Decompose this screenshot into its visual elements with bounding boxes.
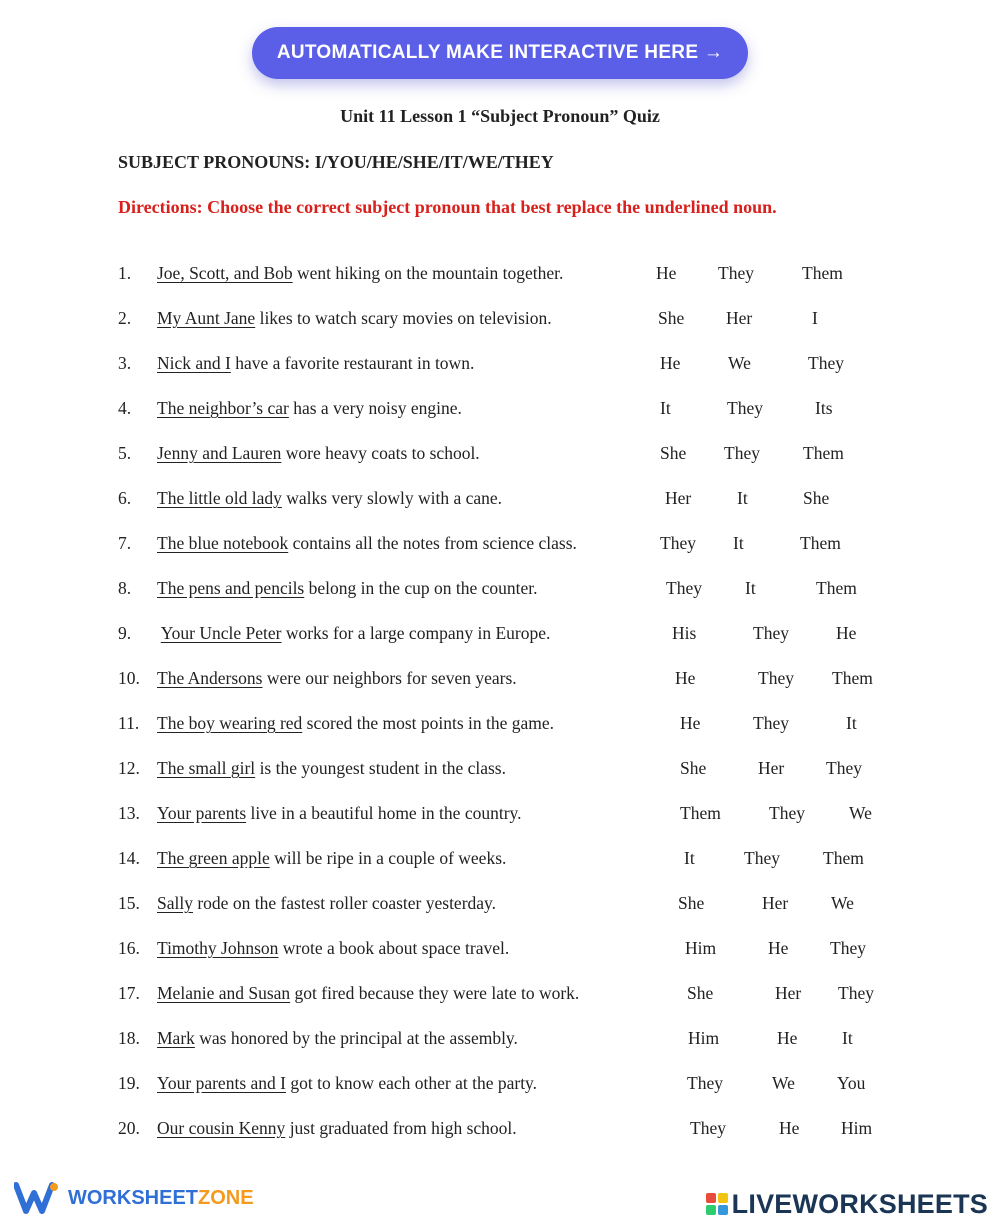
- answer-option[interactable]: He: [656, 263, 677, 283]
- answer-option[interactable]: They: [826, 758, 862, 778]
- question-number: 8.: [118, 578, 132, 598]
- answer-option[interactable]: He: [660, 353, 681, 373]
- worksheetzone-w-icon: [14, 1181, 60, 1215]
- question-number: 15.: [118, 893, 140, 913]
- answer-option[interactable]: She: [680, 758, 707, 778]
- question-rest: wrote a book about space travel.: [278, 938, 510, 958]
- answer-option[interactable]: Them: [802, 263, 843, 283]
- question-rest: belong in the cup on the counter.: [304, 578, 538, 598]
- question-row: [0, 443, 1000, 473]
- question-row: [0, 1073, 1000, 1103]
- answer-option[interactable]: It: [842, 1028, 853, 1048]
- answer-option[interactable]: She: [678, 893, 705, 913]
- question-rest: walks very slowly with a cane.: [281, 488, 503, 508]
- question-row: [0, 893, 1000, 923]
- answer-option[interactable]: They: [724, 443, 760, 463]
- answer-option[interactable]: Them: [680, 803, 721, 823]
- question-number: 10.: [118, 668, 140, 688]
- question-text: [157, 308, 552, 329]
- answer-option[interactable]: They: [687, 1073, 723, 1093]
- answer-option[interactable]: They: [690, 1118, 726, 1138]
- quiz-directions: Directions: Choose the correct subject pronoun that best replace the underlined noun.: [118, 197, 777, 217]
- answer-option[interactable]: She: [803, 488, 830, 508]
- answer-option[interactable]: Her: [775, 983, 802, 1003]
- answer-option[interactable]: Her: [762, 893, 789, 913]
- question-number: 1.: [118, 263, 132, 283]
- liveworksheets-logo[interactable]: [706, 1186, 988, 1222]
- question-text: [157, 983, 579, 1004]
- answer-option[interactable]: She: [658, 308, 685, 328]
- question-rest: were our neighbors for seven years.: [262, 668, 517, 688]
- answer-option[interactable]: Them: [816, 578, 857, 598]
- question-text: [157, 488, 502, 509]
- answer-option[interactable]: It: [737, 488, 748, 508]
- answer-option[interactable]: They: [753, 713, 789, 733]
- question-row: [0, 983, 1000, 1013]
- question-number: 6.: [118, 488, 132, 508]
- answer-option[interactable]: It: [684, 848, 695, 868]
- answer-option[interactable]: They: [808, 353, 844, 373]
- question-number: 9.: [118, 623, 132, 643]
- answer-option[interactable]: We: [728, 353, 751, 373]
- question-row: [0, 848, 1000, 878]
- question-row: [0, 488, 1000, 518]
- answer-option[interactable]: Its: [815, 398, 833, 418]
- answer-option[interactable]: Him: [685, 938, 717, 958]
- answer-option[interactable]: It: [660, 398, 671, 418]
- underlined-noun: Nick and I: [157, 353, 231, 373]
- answer-option[interactable]: We: [772, 1073, 795, 1093]
- answer-option[interactable]: It: [745, 578, 756, 598]
- question-row: [0, 758, 1000, 788]
- answer-option[interactable]: We: [849, 803, 872, 823]
- worksheetzone-logo[interactable]: [14, 1180, 254, 1216]
- underlined-noun: The pens and pencils: [157, 578, 305, 598]
- question-text: [157, 893, 496, 914]
- underlined-noun: Mark: [157, 1028, 195, 1048]
- question-number: 13.: [118, 803, 140, 823]
- question-row: [0, 668, 1000, 698]
- question-row: [0, 623, 1000, 653]
- underlined-noun: Melanie and Susan: [157, 983, 291, 1003]
- question-rest: likes to watch scary movies on television.: [255, 308, 552, 328]
- answer-option[interactable]: I: [812, 308, 818, 328]
- question-rest: just graduated from high school.: [285, 1118, 517, 1138]
- question-text: [157, 533, 577, 554]
- question-row: [0, 1028, 1000, 1058]
- answer-option[interactable]: You: [837, 1073, 866, 1093]
- answer-option[interactable]: Him: [688, 1028, 720, 1048]
- question-text: [157, 353, 474, 374]
- underlined-noun: Your Uncle Peter: [160, 623, 282, 643]
- underlined-noun: Timothy Johnson: [157, 938, 279, 958]
- question-rest: went hiking on the mountain together.: [292, 263, 564, 283]
- answer-option[interactable]: They: [718, 263, 754, 283]
- question-number: 2.: [118, 308, 132, 328]
- quiz-title: Unit 11 Lesson 1 “Subject Pronoun” Quiz: [340, 106, 660, 126]
- answer-option[interactable]: It: [846, 713, 857, 733]
- question-text: [157, 398, 462, 419]
- worksheetzone-word-a: WORKSHEET: [68, 1186, 198, 1209]
- question-row: [0, 398, 1000, 428]
- question-number: 17.: [118, 983, 140, 1003]
- question-text: [157, 263, 563, 284]
- question-text: [157, 668, 517, 689]
- question-number: 16.: [118, 938, 140, 958]
- make-interactive-button[interactable]: AUTOMATICALLY MAKE INTERACTIVE HERE →: [252, 27, 748, 79]
- question-row: [0, 353, 1000, 383]
- question-text: [157, 803, 522, 824]
- question-rest: rode on the fastest roller coaster yesterday.: [192, 893, 497, 913]
- question-text: [157, 1118, 517, 1139]
- underlined-noun: The little old lady: [157, 488, 282, 508]
- question-number: 14.: [118, 848, 140, 868]
- answer-option[interactable]: She: [660, 443, 687, 463]
- answer-option[interactable]: They: [758, 668, 794, 688]
- worksheetzone-wordmark: [68, 1187, 254, 1210]
- question-rest: live in a beautiful home in the country.: [246, 803, 522, 823]
- question-row: [0, 533, 1000, 563]
- answer-option[interactable]: He: [779, 1118, 800, 1138]
- question-rest: will be ripe in a couple of weeks.: [269, 848, 507, 868]
- question-text: [157, 1028, 518, 1049]
- question-text: [157, 578, 538, 599]
- answer-option[interactable]: She: [687, 983, 714, 1003]
- question-row: [0, 263, 1000, 293]
- answer-option[interactable]: He: [680, 713, 701, 733]
- answer-option[interactable]: They: [666, 578, 702, 598]
- answer-option[interactable]: Them: [800, 533, 841, 553]
- question-row: [0, 308, 1000, 338]
- answer-option[interactable]: Them: [823, 848, 864, 868]
- answer-option[interactable]: Them: [832, 668, 873, 688]
- answer-option[interactable]: They: [838, 983, 874, 1003]
- question-rest: has a very noisy engine.: [288, 398, 462, 418]
- question-number: 20.: [118, 1118, 140, 1138]
- question-rest: got fired because they were late to work.: [290, 983, 580, 1003]
- underlined-noun: Your parents: [157, 803, 247, 823]
- underlined-noun: The small girl: [157, 758, 256, 778]
- underlined-noun: The blue notebook: [157, 533, 289, 553]
- question-row: [0, 803, 1000, 833]
- answer-option[interactable]: Her: [726, 308, 753, 328]
- answer-option[interactable]: They: [744, 848, 780, 868]
- question-text: [157, 758, 506, 779]
- question-rest: wore heavy coats to school.: [281, 443, 480, 463]
- answer-option[interactable]: He: [768, 938, 789, 958]
- question-rest: got to know each other at the party.: [285, 1073, 538, 1093]
- question-rest: have a favorite restaurant in town.: [230, 353, 475, 373]
- question-number: 5.: [118, 443, 132, 463]
- question-number: 12.: [118, 758, 140, 778]
- question-rest: scored the most points in the game.: [302, 713, 555, 733]
- underlined-noun: The Andersons: [157, 668, 263, 688]
- answer-option[interactable]: He: [777, 1028, 798, 1048]
- question-text: [157, 443, 480, 464]
- answer-option[interactable]: They: [830, 938, 866, 958]
- question-text: [157, 1073, 537, 1094]
- underlined-noun: Our cousin Kenny: [157, 1118, 286, 1138]
- liveworksheets-wordmark: LIVEWORKSHEETS: [731, 1188, 988, 1219]
- question-row: [0, 1118, 1000, 1148]
- question-rest: contains all the notes from science class.: [288, 533, 577, 553]
- underlined-noun: Sally: [157, 893, 193, 913]
- question-row: [0, 713, 1000, 743]
- answer-option[interactable]: They: [727, 398, 763, 418]
- question-rest: is the youngest student in the class.: [255, 758, 506, 778]
- question-rest: was honored by the principal at the assembly.: [194, 1028, 518, 1048]
- answer-option[interactable]: They: [753, 623, 789, 643]
- question-row: [0, 578, 1000, 608]
- underlined-noun: The green apple: [157, 848, 270, 868]
- question-text: [157, 938, 509, 959]
- answer-option[interactable]: His: [672, 623, 697, 643]
- question-number: 7.: [118, 533, 132, 553]
- underlined-noun: My Aunt Jane: [157, 308, 256, 328]
- underlined-noun: Joe, Scott, and Bob: [157, 263, 293, 283]
- liveworksheets-blocks-icon: [706, 1193, 728, 1215]
- question-text: [157, 623, 550, 644]
- quiz-subtitle: SUBJECT PRONOUNS: I/YOU/HE/SHE/IT/WE/THEY: [118, 152, 554, 172]
- answer-option[interactable]: They: [769, 803, 805, 823]
- underlined-noun: Your parents and I: [157, 1073, 286, 1093]
- answer-option[interactable]: Her: [758, 758, 785, 778]
- answer-option[interactable]: Him: [841, 1118, 873, 1138]
- answer-option[interactable]: He: [836, 623, 857, 643]
- question-text: [157, 848, 506, 869]
- question-number: 3.: [118, 353, 132, 373]
- question-number: 18.: [118, 1028, 140, 1048]
- answer-option[interactable]: It: [733, 533, 744, 553]
- answer-option[interactable]: Her: [665, 488, 692, 508]
- worksheetzone-word-b: ZONE: [198, 1186, 254, 1209]
- answer-option[interactable]: We: [831, 893, 854, 913]
- underlined-noun: The neighbor’s car: [157, 398, 289, 418]
- answer-option[interactable]: He: [675, 668, 696, 688]
- question-row: [0, 938, 1000, 968]
- question-rest: works for a large company in Europe.: [281, 623, 551, 643]
- question-number: 19.: [118, 1073, 140, 1093]
- answer-option[interactable]: They: [660, 533, 696, 553]
- underlined-noun: The boy wearing red: [157, 713, 303, 733]
- question-number: 4.: [118, 398, 132, 418]
- question-text: [157, 713, 554, 734]
- underlined-noun: Jenny and Lauren: [157, 443, 282, 463]
- question-number: 11.: [118, 713, 140, 733]
- answer-option[interactable]: Them: [803, 443, 844, 463]
